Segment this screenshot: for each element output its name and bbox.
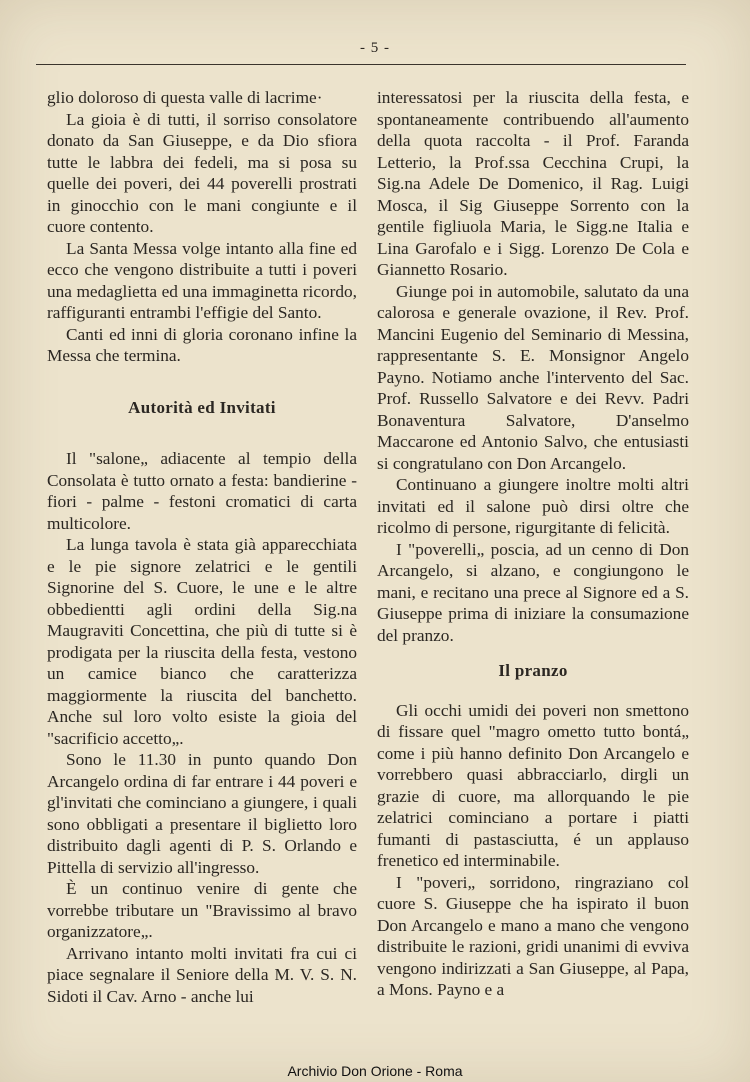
paragraph: La gioia è di tutti, il sorriso consolatore donato da San Giuseppe, e da Dio sfiora tutte le labbra dei fedeli, ma si posa su quelle dei poveri, dei 44 poverelli prostrati in ginocchio con le mani congiunte e il cuore contento. [47, 109, 357, 236]
paragraph: Arrivano intanto molti invitati fra cui ci piace segnalare il Seniore della M. V. S. N. Sidoti il Cav. Arno - anche lui [47, 943, 357, 1006]
paragraph: Continuano a giungere inoltre molti altri invitati ed il salone può dirsi oltre che ricolmo di persone, rigurgitante di felicità. [377, 475, 689, 537]
archive-footer: Archivio Don Orione - Roma [287, 1063, 463, 1079]
paragraph: Sono le 11.30 in punto quando Don Arcangelo ordina di far entrare i 44 poveri e gl'invitati che cominciano a giungere, i quali sono obbligati a presentare il biglietto loro distribuito dagli agenti di P. S. Orlando e Pittella di servizio all'ingresso. [47, 750, 357, 877]
paragraph: La lunga tavola è stata già apparecchiata e le pie signore zelatrici e le gentili Signorine del S. Cuore, le une e le altre obbedientti agli ordini della Sig.na Maugraviti Concettina, che più di tutte si è prodigata per la riuscita della festa, vestono un camice bianco che caratterizza maggiormente la riuscita del banchetto. Anche sul loro volto esiste la gioia del "sacrificio accetto„. [47, 535, 357, 748]
section-heading-autorita: Autorità ed Invitati [128, 397, 276, 417]
paragraph: La Santa Messa volge intanto alla fine ed ecco che vengono distribuite a tutti i poveri una medaglietta ed una immaginetta ricordo, raffiguranti entrambi l'effigie del Santo. [47, 238, 357, 322]
paragraph: interessatosi per la riuscita della festa, e spontaneamente contribuendo all'aumento della quota raccolta - il Prof. Faranda Letterio, la Prof.ssa Cecchina Crupi, la Sig.na Adele De Domenico, il Rag. Luigi Mosca, il Sig Giuseppe Sorrento con la gentile figliuola Maria, le Sigg.ne Italia e Lina Garofalo e i Sigg. Lorenzo De Cola e Giannetto Rosario. [377, 88, 689, 279]
paragraph: Gli occhi umidi dei poveri non smettono di fissare quel "magro ometto tutto bontá„ come i più hanno definito Don Arcangelo e vorrebbero quasi abbracciarlo, dirgli un grazie di cuore, ma allorquando le pie zelatrici cominciano a portare i piatti fumanti di pastasciutta, é un applauso frenetico ed interminabile. [377, 700, 689, 870]
page-number: - 5 - [360, 40, 390, 56]
paragraph: È un continuo venire di gente che vorrebbe tributare un "Bravissimo al bravo organizzatore„. [47, 879, 357, 941]
right-column [377, 87, 689, 1001]
paragraph: glio doloroso di questa valle di lacrime· [47, 88, 323, 107]
section-heading-pranzo: Il pranzo [498, 661, 568, 680]
left-column [47, 87, 357, 1007]
paragraph: I "poveri„ sorridono, ringraziano col cuore S. Giuseppe che ha ispirato il buon Don Arcangelo e mano a mano che vengono distribuite le razioni, gridi unanimi di evviva vengono indirizzati a San Giuseppe, al Papa, a Mons. Payno e a [377, 872, 689, 999]
paragraph: Il "salone„ adiacente al tempio della Consolata è tutto ornato a festa: bandierine - fiori - palme - festoni cromatici di carta multicolore. [47, 449, 357, 533]
paragraph: I "poverelli„ poscia, ad un cenno di Don Arcangelo, si alzano, e congiungono le mani, e recitano una prece al Signore ed a S. Giuseppe prima di iniziare la consumazione del pranzo. [377, 539, 689, 645]
header-rule [36, 64, 686, 65]
paragraph: Canti ed inni di gloria coronano infine la Messa che termina. [47, 324, 357, 365]
paragraph: Giunge poi in automobile, salutato da una calorosa e generale ovazione, il Rev. Prof. Mancini Eugenio del Seminario di Messina, rappresentante S. E. Monsignor Angelo Payno. Notiamo anche l'intervento del Sac. Prof. Russello Salvatore e dei Revv. Padri Bonaventura Salvatore, D'anselmo Maccarone ed Antonio Salvo, che entusiasti si congratulano con Don Arcangelo. [377, 281, 689, 473]
